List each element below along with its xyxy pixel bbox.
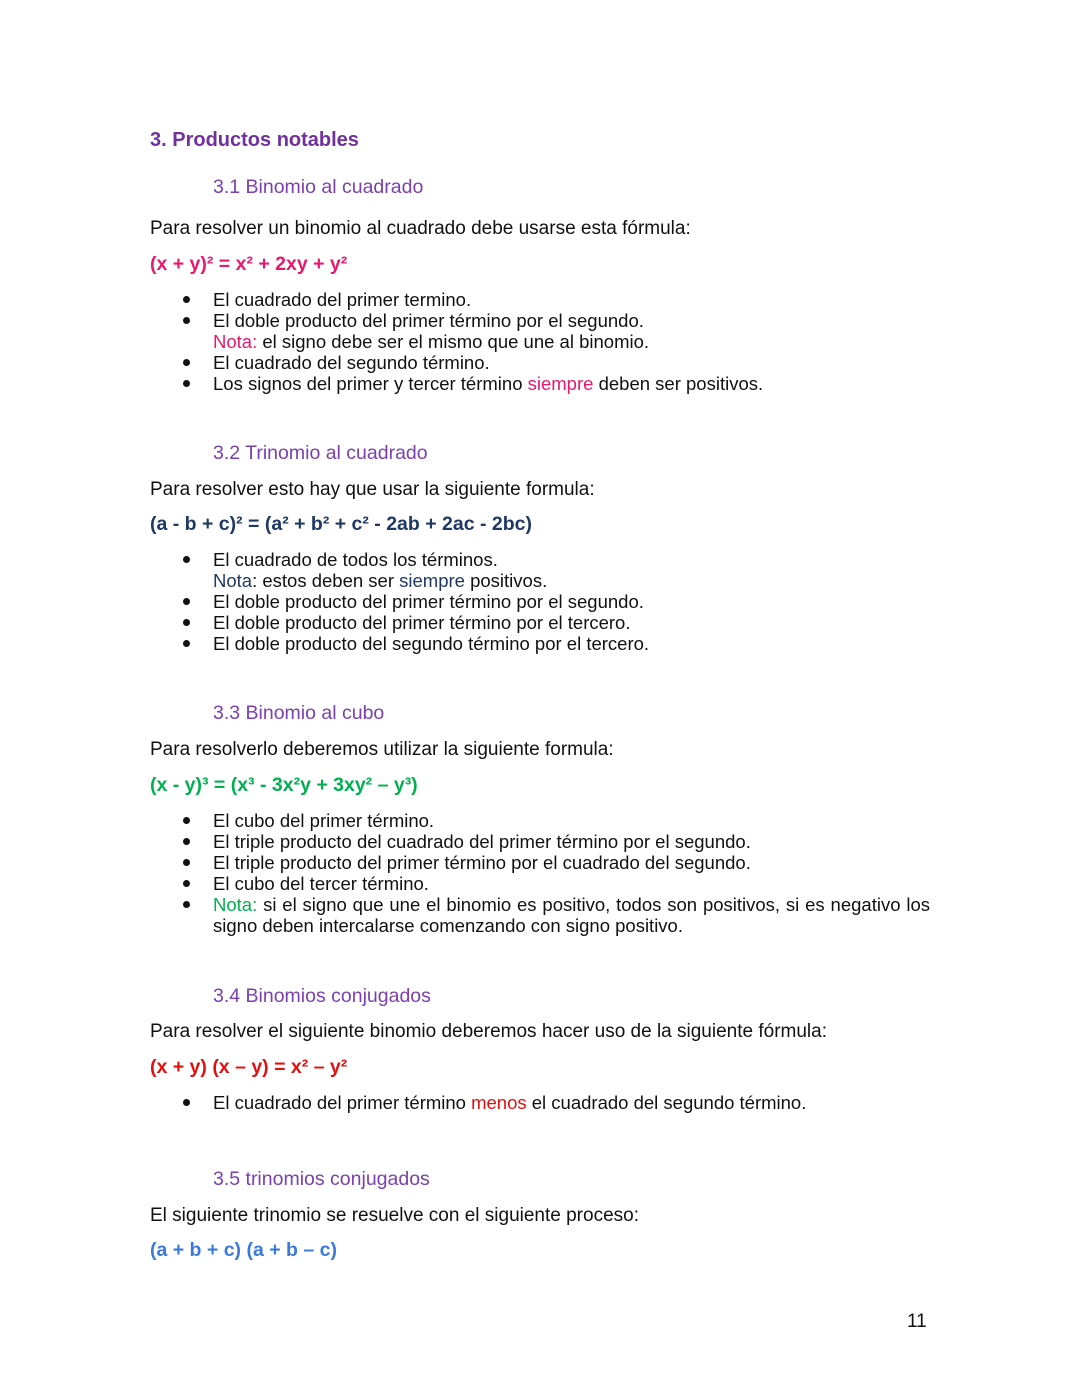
list-item: El doble producto del primer término por el tercero. bbox=[213, 612, 631, 633]
subsection-heading: 3.4 Binomios conjugados bbox=[213, 985, 431, 1007]
section-title: 3. Productos notables bbox=[150, 129, 359, 151]
subsection-heading: 3.2 Trinomio al cuadrado bbox=[213, 442, 428, 464]
note-text: : estos deben ser bbox=[252, 570, 400, 591]
list-item: El cuadrado del segundo término. bbox=[213, 352, 490, 373]
note bbox=[213, 331, 649, 352]
highlight: siempre bbox=[399, 570, 465, 591]
list-item: El doble producto del primer término por el segundo. bbox=[213, 310, 644, 331]
paragraph: El siguiente trinomio se resuelve con el siguiente proceso: bbox=[150, 1205, 639, 1226]
paragraph: Para resolver el siguiente binomio deberemos hacer uso de la siguiente fórmula: bbox=[150, 1021, 827, 1042]
text: El cuadrado del primer término bbox=[213, 1092, 472, 1113]
list-item: El cubo del primer término. bbox=[213, 810, 435, 831]
note-text: si el signo que une el binomio es positivo, todos son positivos, si es negativo los signo deben intercalarse comenzando con signo positivo. bbox=[213, 894, 930, 936]
formula: (x - y)³ = (x³ - 3x²y + 3xy² – y³) bbox=[150, 774, 418, 796]
note-label: Nota: bbox=[213, 894, 258, 915]
subsection-heading: 3.5 trinomios conjugados bbox=[213, 1168, 430, 1190]
text: el cuadrado del segundo término. bbox=[526, 1092, 807, 1113]
formula: (x + y) (x – y) = x² – y² bbox=[150, 1056, 348, 1078]
formula: (x + y)² = x² + 2xy + y² bbox=[150, 253, 348, 275]
text: Los signos del primer y tercer término bbox=[213, 373, 528, 394]
formula: (a - b + c)² = (a² + b² + c² - 2ab + 2ac - 2bc) bbox=[150, 513, 532, 535]
page-number: 11 bbox=[907, 1311, 927, 1332]
formula: (a + b + c) (a + b – c) bbox=[150, 1239, 337, 1261]
note-label: Nota bbox=[213, 570, 253, 591]
paragraph: Para resolver un binomio al cuadrado debe usarse esta fórmula: bbox=[150, 218, 691, 239]
subsection-heading: 3.1 Binomio al cuadrado bbox=[213, 176, 424, 198]
list-item: El triple producto del cuadrado del primer término por el segundo. bbox=[213, 831, 751, 852]
list-item-note bbox=[213, 894, 930, 936]
text: deben ser positivos. bbox=[593, 373, 764, 394]
note-label: Nota: bbox=[213, 331, 258, 352]
highlight: menos bbox=[471, 1092, 527, 1113]
list-item: El cubo del tercer término. bbox=[213, 873, 429, 894]
list-item: El triple producto del primer término por el cuadrado del segundo. bbox=[213, 852, 751, 873]
subsection-heading: 3.3 Binomio al cubo bbox=[213, 702, 385, 724]
paragraph: Para resolver esto hay que usar la siguiente formula: bbox=[150, 479, 595, 500]
list-item bbox=[213, 373, 763, 394]
note bbox=[213, 570, 547, 591]
list-item: El cuadrado de todos los términos. bbox=[213, 549, 498, 570]
note-text: positivos. bbox=[464, 570, 548, 591]
list-item: El doble producto del primer término por el segundo. bbox=[213, 591, 644, 612]
note-text: el signo debe ser el mismo que une al binomio. bbox=[257, 331, 650, 352]
list-item: El cuadrado del primer termino. bbox=[213, 289, 472, 310]
paragraph: Para resolverlo deberemos utilizar la siguiente formula: bbox=[150, 739, 614, 760]
list-item bbox=[213, 1092, 806, 1113]
highlight: siempre bbox=[527, 373, 594, 394]
list-item: El doble producto del segundo término por el tercero. bbox=[213, 633, 650, 654]
